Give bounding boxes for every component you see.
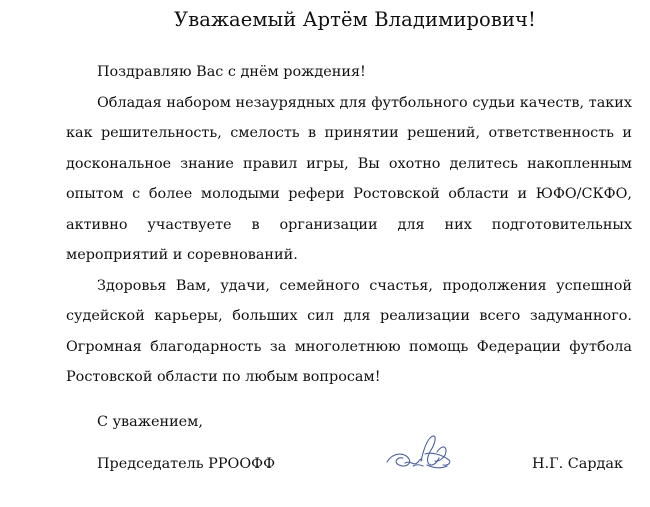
paragraph-qualities: Обладая набором незаурядных для футбольного судьи качеств, таких как решительность, смелость в принятии решений, ответственность и доскональное знание правил игры, Вы охотно делитесь накопленным опытом с более молодыми рефери Ростовской области и ЮФО/СКФО, активно участвуете в организации для них подготовительных мероприятий и соревнований. [66, 94, 632, 263]
signature-row [97, 456, 623, 478]
salutation-heading: Уважаемый Артём Владимирович! [174, 8, 536, 31]
paragraph-wishes: Здоровья Вам, удачи, семейного счастья, продолжения успешной судейской карьеры, больших сил для реализации всего задуманного. Огромная благодарность за многолетнюю помощь Федерации футбола Ростовской области по любым вопросам! [66, 277, 632, 385]
paragraph-birthday-greeting: Поздравляю Вас с днём рождения! [97, 64, 366, 80]
letter-body [66, 57, 632, 393]
signer-title: Председатель РРООФФ [97, 456, 276, 472]
signer-name: Н.Г. Сардак [531, 456, 623, 472]
closing-regards: С уважением, [97, 414, 203, 430]
